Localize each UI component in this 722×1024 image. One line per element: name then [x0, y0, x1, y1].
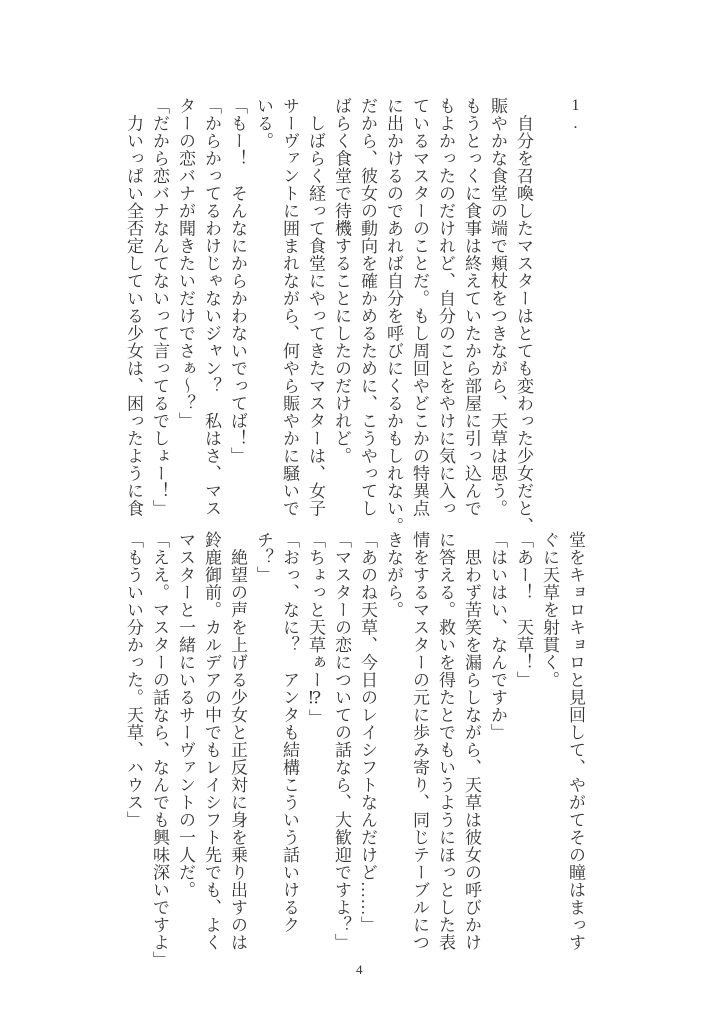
text-line: 「もー！ そんなにからかわないでってば！」: [228, 97, 247, 465]
text-line: 堂をキョロキョロと見回して、やがてその瞳はまっす: [566, 531, 585, 951]
text-line: だから、彼女の動向を確かめるために、こうやってし: [358, 97, 377, 517]
section-number: 1.: [567, 97, 584, 133]
text-line: ターの恋バナが聞きたいだけでさぁ～？」: [176, 97, 195, 430]
text-line: ているマスターのことだ。もし周回やどこかの特異点: [410, 97, 429, 517]
text-line: 「あのね天草、今日のレイシフトなんだけど……」: [358, 531, 377, 934]
text-line: マスターと一緒にいるサーヴァントの一人だ。: [176, 531, 195, 899]
page-number: 4: [356, 962, 363, 977]
text-line: 「おっ、なに？ アンタも結構こういう話いけるク: [280, 531, 299, 934]
text-line: ばらく食堂で待機することにしたのだけれど。: [332, 97, 351, 465]
text-line: もうとっくに食事は終えていたから部屋に引っ込んで: [462, 97, 481, 517]
text-line: 「はいはい、なんですか」: [488, 531, 507, 741]
text-line: 賑やかな食堂の端で頬杖をつきながら、天草は思う。: [488, 97, 507, 517]
text-line: 「マスターの恋についての話なら、大歓迎ですよ？」: [332, 531, 351, 951]
text-line: もよかったのだけれど、自分のことをやけに気に入っ: [436, 97, 455, 517]
upper-text-block: [120, 97, 536, 535]
text-line: 情をするマスターの元に歩み寄り、同じテーブルにつ: [410, 531, 429, 951]
text-line: 力いっぱい全否定している少女は、困ったように食: [124, 97, 143, 517]
text-line: チ？」: [254, 531, 273, 584]
text-line: 「からかってるわけじゃないジャン？ 私はさ、マス: [202, 97, 221, 517]
text-line: 鈴鹿御前。カルデアの中でもレイシフト先でも、よく: [202, 531, 221, 951]
text-line: 「あー！ 天草！」: [514, 531, 533, 689]
lower-text-block: [120, 531, 588, 969]
text-line: 「もういい分かった。天草、ハウス」: [124, 531, 143, 829]
text-line: ぐに天草を射貫く。: [540, 531, 559, 689]
text-line: しばらく経って食堂にやってきたマスターは、女子: [306, 97, 325, 517]
text-line: 自分を召喚したマスターはとても変わった少女だと、: [514, 97, 533, 535]
text-line: サーヴァントに囲まれながら、何やら賑やかに騒いで: [280, 97, 299, 517]
text-line: 「ええ。マスターの話なら、なんでも興味深いですよ」: [150, 531, 169, 969]
text-line: に答える。救いを得たとでもいうようにほっとした表: [436, 531, 455, 951]
text-line: 「ちょっと天草ぁー⁉」: [306, 531, 325, 727]
text-line: きながら。: [384, 531, 403, 619]
text-line: いる。: [254, 97, 273, 150]
text-line: 思わず苦笑を漏らしながら、天草は彼女の呼びかけ: [462, 531, 481, 951]
text-line: 「だから恋バナなんてないって言ってるでしょー！」: [150, 97, 169, 517]
text-line: 絶望の声を上げる少女と正反対に身を乗り出すのは: [228, 531, 247, 951]
text-line: に出かけるのであれば自分を呼びにくるかもしれない。: [384, 97, 403, 535]
